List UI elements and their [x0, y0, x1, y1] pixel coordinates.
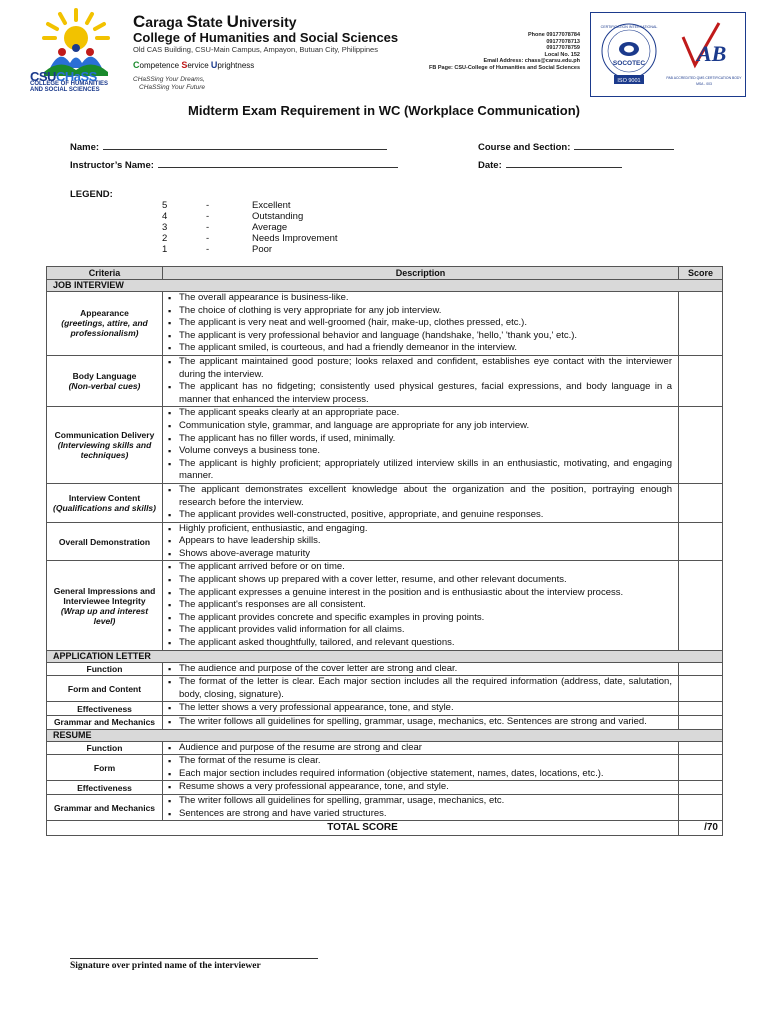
description-cell: [163, 702, 679, 716]
description-list: [163, 663, 678, 676]
score-cell[interactable]: [679, 355, 723, 406]
section-title: JOB INTERVIEW: [47, 280, 723, 292]
logo-wordmark: [30, 69, 130, 93]
description-cell: [163, 716, 679, 730]
description-list: [163, 561, 678, 649]
criteria-cell: [47, 355, 163, 406]
criteria-name: Grammar and Mechanics: [53, 717, 156, 728]
description-item: ▪ The format of the resume is clear.: [179, 755, 672, 768]
description-item: ▪ The applicant provides concrete and specific examples in proving points.: [179, 612, 672, 625]
ab-sub-2: MSA - 003: [696, 82, 712, 86]
description-header: Description: [163, 267, 679, 280]
criteria-name: Communication Delivery: [54, 430, 155, 441]
description-item: ▪ Highly proficient, enthusiastic, and engaging.: [179, 523, 672, 536]
criteria-header: Criteria: [47, 267, 163, 280]
legend-item: 4 - Outstanding: [162, 211, 304, 222]
table-row: [47, 755, 723, 781]
description-list: [163, 742, 678, 755]
section-row: [47, 650, 723, 662]
criteria-name: Form and Content: [67, 683, 142, 694]
description-cell: [163, 355, 679, 406]
date-label: Date:: [478, 160, 502, 171]
logo-csu: CSU: [30, 69, 56, 84]
score-cell[interactable]: [679, 483, 723, 522]
description-item: ▪ Sentences are strong and have varied structures.: [179, 808, 672, 821]
logo-sub-1: COLLEGE OF HUMANITIES: [30, 81, 108, 87]
score-cell[interactable]: [679, 407, 723, 484]
total-score: /70: [679, 821, 723, 836]
criteria-cell: [47, 292, 163, 356]
name-label: Name:: [70, 142, 100, 153]
description-cell: [163, 755, 679, 781]
description-item: ▪ The applicant provides valid information for all claims.: [179, 624, 672, 637]
description-item: ▪ The applicant smiled, is courteous, and had a friendly demeanor in the interview.: [179, 342, 672, 355]
table-row: [47, 781, 723, 795]
description-list: [163, 292, 678, 355]
criteria-subtitle: (Non-verbal cues): [68, 381, 141, 392]
instructor-name-field[interactable]: [70, 158, 398, 171]
table-row: [47, 561, 723, 650]
description-item: ▪ The applicant demonstrates excellent knowledge about the organization and the position, portraying enough research before the interview.: [179, 484, 672, 509]
description-cell: [163, 407, 679, 484]
description-list: [163, 356, 678, 406]
criteria-subtitle: (Wrap up and interest level): [60, 605, 149, 626]
college-name: College of Humanities and Social Sciences: [133, 30, 399, 45]
document-title: Midterm Exam Requirement in WC (Workplace Communication): [188, 103, 580, 118]
criteria-cell: [47, 483, 163, 522]
rubric-table: [46, 266, 723, 836]
criteria-name: Function: [86, 742, 123, 753]
description-item: ▪ The applicant shows up prepared with a cover letter, resume, and other relevant documents.: [179, 574, 672, 587]
criteria-subtitle: (greetings, attire, and professionalism): [61, 318, 148, 339]
description-item: ▪ The overall appearance is business-like.: [179, 292, 672, 305]
description-item: ▪ Audience and purpose of the resume are strong and clear: [179, 742, 672, 755]
description-item: ▪ The applicant is very neat and well-groomed (hair, make-up, clothes pressed, etc.).: [179, 317, 672, 330]
legend-title: LEGEND:: [70, 189, 113, 200]
name-field[interactable]: [70, 140, 387, 153]
score-header: Score: [679, 267, 723, 280]
description-cell: [163, 781, 679, 795]
description-item: ▪ The writer follows all guidelines for spelling, grammar, usage, mechanics, etc.: [179, 795, 672, 808]
socotec-seal-icon: [601, 24, 658, 84]
description-cell: [163, 676, 679, 702]
description-list: [163, 407, 678, 483]
criteria-cell: [47, 755, 163, 781]
score-cell[interactable]: [679, 755, 723, 781]
score-cell[interactable]: [679, 561, 723, 650]
iso-label: ISO 9001: [617, 78, 641, 84]
description-item: ▪ The applicant expresses a genuine interest in the position and is enthusiastic about the interview process.: [179, 587, 672, 600]
criteria-name: Effectiveness: [77, 782, 132, 793]
table-row: [47, 794, 723, 820]
contact-line: FB Page: CSU-College of Humanities and Social Sciences: [429, 64, 580, 71]
criteria-cell: [47, 794, 163, 820]
description-list: [163, 795, 678, 820]
description-item: ▪ The applicant arrived before or on time.: [179, 561, 672, 574]
section-row: [47, 729, 723, 741]
criteria-name: Effectiveness: [77, 703, 132, 714]
criteria-name: Form: [93, 762, 116, 773]
total-label: TOTAL SCORE: [47, 821, 679, 836]
contact-line: Local No. 152: [544, 51, 580, 58]
description-item: ▪ Resume shows a very professional appearance, tone, and style.: [179, 781, 672, 794]
pab-accreditation-icon: [666, 23, 742, 86]
description-item: ▪ The applicant has no filler words, if used, minimally.: [179, 433, 672, 446]
table-row: [47, 662, 723, 676]
score-cell[interactable]: [679, 716, 723, 730]
signature-label: Signature over printed name of the interviewer: [70, 961, 261, 971]
description-cell: [163, 522, 679, 561]
table-row: [47, 407, 723, 484]
criteria-subtitle: (Interviewing skills and techniques): [57, 440, 152, 461]
description-list: [163, 781, 678, 794]
contact-line: 09177078759: [546, 45, 580, 52]
description-list: [163, 716, 678, 729]
ab-sub: PAB ACCREDITED QMS CERTIFICATION BODY: [666, 76, 742, 80]
description-item: ▪ The applicant's responses are all consistent.: [179, 599, 672, 612]
legend-item: 3 - Average: [162, 222, 288, 233]
ab-label: AB: [697, 41, 727, 66]
college-tagline: CHaSSing Your Dreams, CHaSSing Your Future: [133, 76, 205, 91]
table-row: [47, 676, 723, 702]
section-title: RESUME: [47, 729, 723, 741]
table-row: [47, 522, 723, 561]
description-list: [163, 523, 678, 561]
criteria-subtitle: (Qualifications and skills): [53, 502, 156, 513]
contact-line: Email Address: chass@carsu.edu.ph: [483, 58, 580, 65]
score-cell[interactable]: [679, 781, 723, 795]
section-title: APPLICATION LETTER: [47, 650, 723, 662]
description-cell: [163, 292, 679, 356]
table-row: [47, 716, 723, 730]
description-cell: [163, 662, 679, 676]
description-item: ▪ The applicant has no fidgeting; consistently used physical gestures, facial expressions, and body language in a manner that enhanced the interview process.: [179, 381, 672, 406]
criteria-cell: [47, 522, 163, 561]
table-row: [47, 483, 723, 522]
description-item: ▪ The applicant is very professional behavior and language (handshake, 'hello,' 'thank you,' etc.).: [179, 330, 672, 343]
logo-chass: CHaSS: [55, 69, 97, 84]
criteria-cell: [47, 741, 163, 755]
cert-text: CERTIFICATION INTERNATIONAL: [600, 25, 658, 29]
description-item: ▪ The applicant provides well-constructed, positive, appropriate, and genuine responses.: [179, 509, 672, 522]
certification-logos: [591, 13, 744, 95]
description-item: ▪ The choice of clothing is very appropriate for any job interview.: [179, 305, 672, 318]
description-item: ▪ The letter shows a very professional appearance, tone, and style.: [179, 702, 672, 715]
table-row: [47, 292, 723, 356]
section-row: [47, 280, 723, 292]
certification-badges: [590, 12, 746, 97]
criteria-cell: [47, 676, 163, 702]
logo-sub-2: AND SOCIAL SCIENCES: [30, 87, 100, 93]
description-item: ▪ Shows above-average maturity: [179, 548, 672, 561]
description-cell: [163, 794, 679, 820]
description-list: [163, 484, 678, 522]
criteria-cell: [47, 781, 163, 795]
description-cell: [163, 561, 679, 650]
criteria-name: Function: [86, 663, 123, 674]
description-list: [163, 755, 678, 780]
criteria-name: Overall Demonstration: [58, 536, 151, 547]
description-item: ▪ The applicant is highly proficient; appropriately utilized interview skills in an enthusiastic, motivating, and engaging manner.: [179, 458, 672, 483]
table-row: [47, 355, 723, 406]
course-section-field[interactable]: [478, 140, 674, 153]
description-item: ▪ The writer follows all guidelines for spelling, grammar, usage, mechanics, etc. Sentences are strong and varied.: [179, 716, 672, 729]
signature-line[interactable]: [70, 958, 318, 959]
description-list: [163, 676, 678, 701]
description-cell: [163, 483, 679, 522]
criteria-name: Appearance: [80, 308, 129, 319]
table-row: [47, 741, 723, 755]
score-cell[interactable]: [679, 702, 723, 716]
description-item: ▪ The audience and purpose of the cover letter are strong and clear.: [179, 663, 672, 676]
description-list: [163, 702, 678, 715]
criteria-cell: [47, 662, 163, 676]
score-cell[interactable]: [679, 741, 723, 755]
description-item: ▪ Volume conveys a business tone.: [179, 445, 672, 458]
course-label: Course and Section:: [478, 142, 571, 153]
contact-line: 09177078713: [546, 38, 580, 45]
instructor-label: Instructor’s Name:: [70, 160, 154, 171]
description-item: ▪ The applicant speaks clearly at an appropriate pace.: [179, 407, 672, 420]
criteria-cell: [47, 407, 163, 484]
score-cell[interactable]: [679, 522, 723, 561]
table-header-row: [47, 267, 723, 280]
description-item: ▪ The applicant asked thoughtfully, tailored, and relevant questions.: [179, 637, 672, 650]
description-item: ▪ Appears to have leadership skills.: [179, 535, 672, 548]
description-item: ▪ Communication style, grammar, and language are appropriate for any job interview.: [179, 420, 672, 433]
date-field[interactable]: [478, 158, 622, 171]
score-cell[interactable]: [679, 676, 723, 702]
socotec-label: SOCOTEC: [612, 60, 646, 67]
criteria-cell: [47, 561, 163, 650]
criteria-cell: [47, 702, 163, 716]
university-name: Caraga State University: [133, 12, 297, 31]
score-cell[interactable]: [679, 794, 723, 820]
description-cell: [163, 741, 679, 755]
contact-block: [380, 32, 580, 72]
table-row: [47, 702, 723, 716]
criteria-name: General Impressions and Interviewee Integrity: [53, 585, 156, 606]
score-cell[interactable]: [679, 292, 723, 356]
description-item: ▪ The applicant maintained good posture; looks relaxed and confident, establishes eye contact with the interviewer during the interview.: [179, 356, 672, 381]
legend-item: 1 - Poor: [162, 244, 273, 255]
criteria-name: Interview Content: [68, 492, 141, 503]
description-item: ▪ The format of the letter is clear. Each major section includes all the required information (address, date, salutation, body, closing, signature).: [179, 676, 672, 701]
legend-item: 2 - Needs Improvement: [162, 233, 338, 244]
university-motto: Competence Service Uprightness: [133, 60, 255, 70]
legend-item: 5 - Excellent: [162, 200, 291, 211]
criteria-name: Body Language: [72, 371, 137, 382]
score-cell[interactable]: [679, 662, 723, 676]
description-item: ▪ Each major section includes required information (objective statement, names, dates, locations, etc.).: [179, 768, 672, 781]
contact-line: Phone 09177078784: [528, 32, 580, 38]
criteria-name: Grammar and Mechanics: [53, 802, 156, 813]
criteria-cell: [47, 716, 163, 730]
college-address: Old CAS Building, CSU-Main Campus, Ampayon, Butuan City, Philippines: [133, 45, 378, 54]
total-row: [47, 821, 723, 836]
